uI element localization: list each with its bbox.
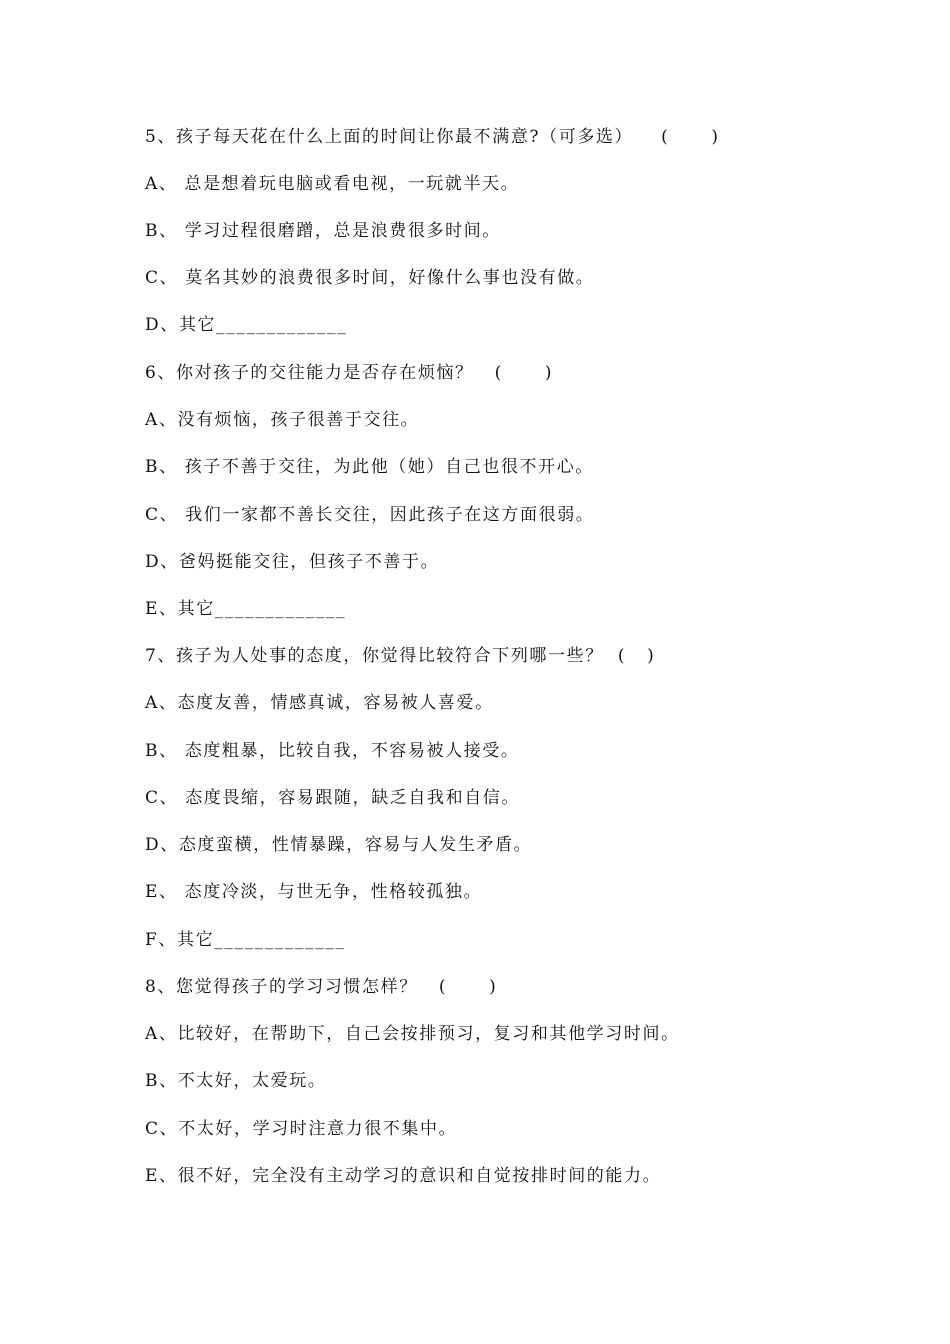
- question-7-option-e: E、 态度冷淡，与世无争，性格较孤独。: [145, 882, 483, 902]
- question-5-option-a: A、 总是想着玩电脑或看电视，一玩就半天。: [145, 174, 520, 194]
- question-6-option-a: A、没有烦恼，孩子很善于交往。: [145, 410, 420, 430]
- question-6-option-d: D、爸妈挺能交往，但孩子不善于。: [145, 552, 440, 572]
- question-5-option-c: C、 莫名其妙的浪费很多时间，好像什么事也没有做。: [145, 268, 595, 288]
- question-7-option-a: A、态度友善，情感真诚，容易被人喜爱。: [145, 693, 494, 713]
- question-7-option-d: D、态度蛮横，性情暴躁，容易与人发生矛盾。: [145, 835, 533, 855]
- question-5-prompt: 5、孩子每天花在什么上面的时间让你最不满意?（可多选） ( ): [145, 127, 720, 147]
- question-7-option-f: F、其它_____________: [145, 930, 346, 950]
- question-8-option-a: A、比较好，在帮助下，自己会按排预习，复习和其他学习时间。: [145, 1024, 680, 1044]
- question-8-option-c: C、不太好，学习时注意力很不集中。: [145, 1119, 458, 1139]
- question-6-option-e: E、其它_____________: [145, 599, 347, 619]
- question-8-option-e: E、很不好，完全没有主动学习的意识和自觉按排时间的能力。: [145, 1166, 662, 1186]
- question-5-option-d: D、其它_____________: [145, 315, 348, 335]
- question-8-prompt: 8、您觉得孩子的学习习惯怎样？ ( ): [145, 977, 498, 997]
- question-6-prompt: 6、你对孩子的交往能力是否存在烦恼？ ( ): [145, 363, 554, 383]
- question-5-option-b: B、 学习过程很磨蹭，总是浪费很多时间。: [145, 221, 501, 241]
- question-7-prompt: 7、孩子为人处事的态度，你觉得比较符合下列哪一些？ ( ): [145, 646, 656, 666]
- question-6-option-c: C、 我们一家都不善长交往，因此孩子在这方面很弱。: [145, 505, 595, 525]
- question-7-option-b: B、 态度粗暴，比较自我，不容易被人接受。: [145, 741, 520, 761]
- question-6-option-b: B、 孩子不善于交往，为此他（她）自己也很不开心。: [145, 457, 594, 477]
- question-8-option-b: B、不太好，太爱玩。: [145, 1071, 327, 1091]
- question-7-option-c: C、 态度畏缩，容易跟随，缺乏自我和自信。: [145, 788, 521, 808]
